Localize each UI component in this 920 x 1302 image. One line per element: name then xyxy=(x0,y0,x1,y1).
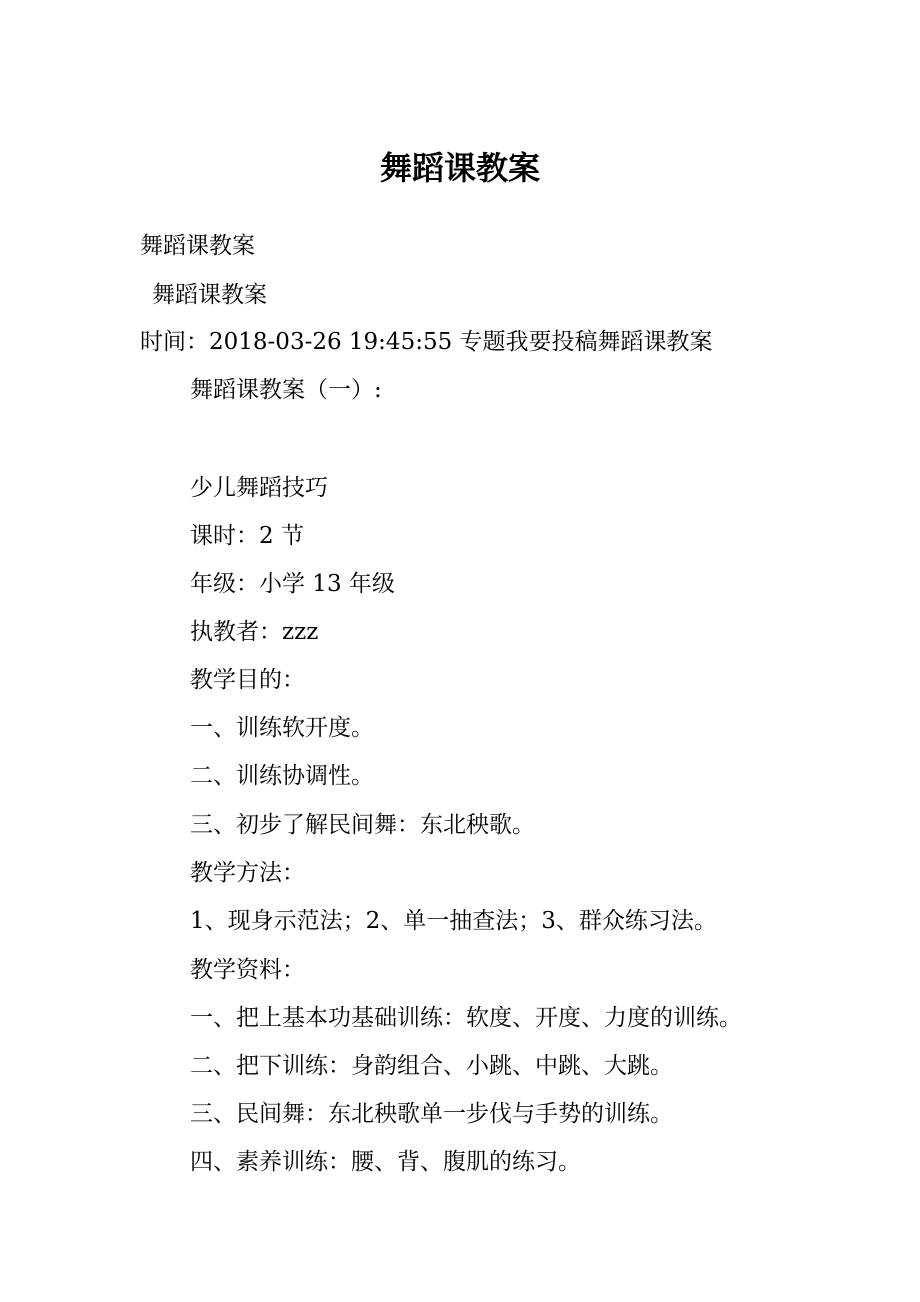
material-item: 三、民间舞：东北秧歌单一步伐与手势的训练。 xyxy=(190,1101,673,1127)
goals-heading: 教学目的： xyxy=(190,667,305,693)
material-item: 二、把下训练：身韵组合、小跳、中跳、大跳。 xyxy=(190,1053,673,1079)
goal-item: 二、训练协调性。 xyxy=(190,763,374,789)
header-line-1: 舞蹈课教案 xyxy=(140,233,255,259)
lesson-teacher: 执教者：zzz xyxy=(190,619,319,645)
section-heading: 舞蹈课教案（一）: xyxy=(190,377,382,403)
material-item: 四、素养训练：腰、背、腹肌的练习。 xyxy=(190,1149,581,1175)
methods-heading: 教学方法： xyxy=(190,860,305,886)
lesson-grade: 年级：小学 13 年级 xyxy=(190,571,395,597)
meta-line: 时间：2018-03-26 19:45:55 专题我要投稿舞蹈课教案 xyxy=(140,329,713,355)
methods-list: 1、现身示范法；2、单一抽查法；3、群众练习法。 xyxy=(190,908,717,934)
goal-item: 三、初步了解民间舞：东北秧歌。 xyxy=(190,812,535,838)
materials-heading: 教学资料： xyxy=(190,957,305,983)
lesson-hours: 课时：2 节 xyxy=(190,523,304,549)
header-line-2: 舞蹈课教案 xyxy=(152,282,267,308)
lesson-title: 少儿舞蹈技巧 xyxy=(190,475,328,501)
document-title: 舞蹈课教案 xyxy=(379,149,540,187)
material-item: 一、把上基本功基础训练：软度、开度、力度的训练。 xyxy=(190,1005,742,1031)
goal-item: 一、训练软开度。 xyxy=(190,715,374,741)
